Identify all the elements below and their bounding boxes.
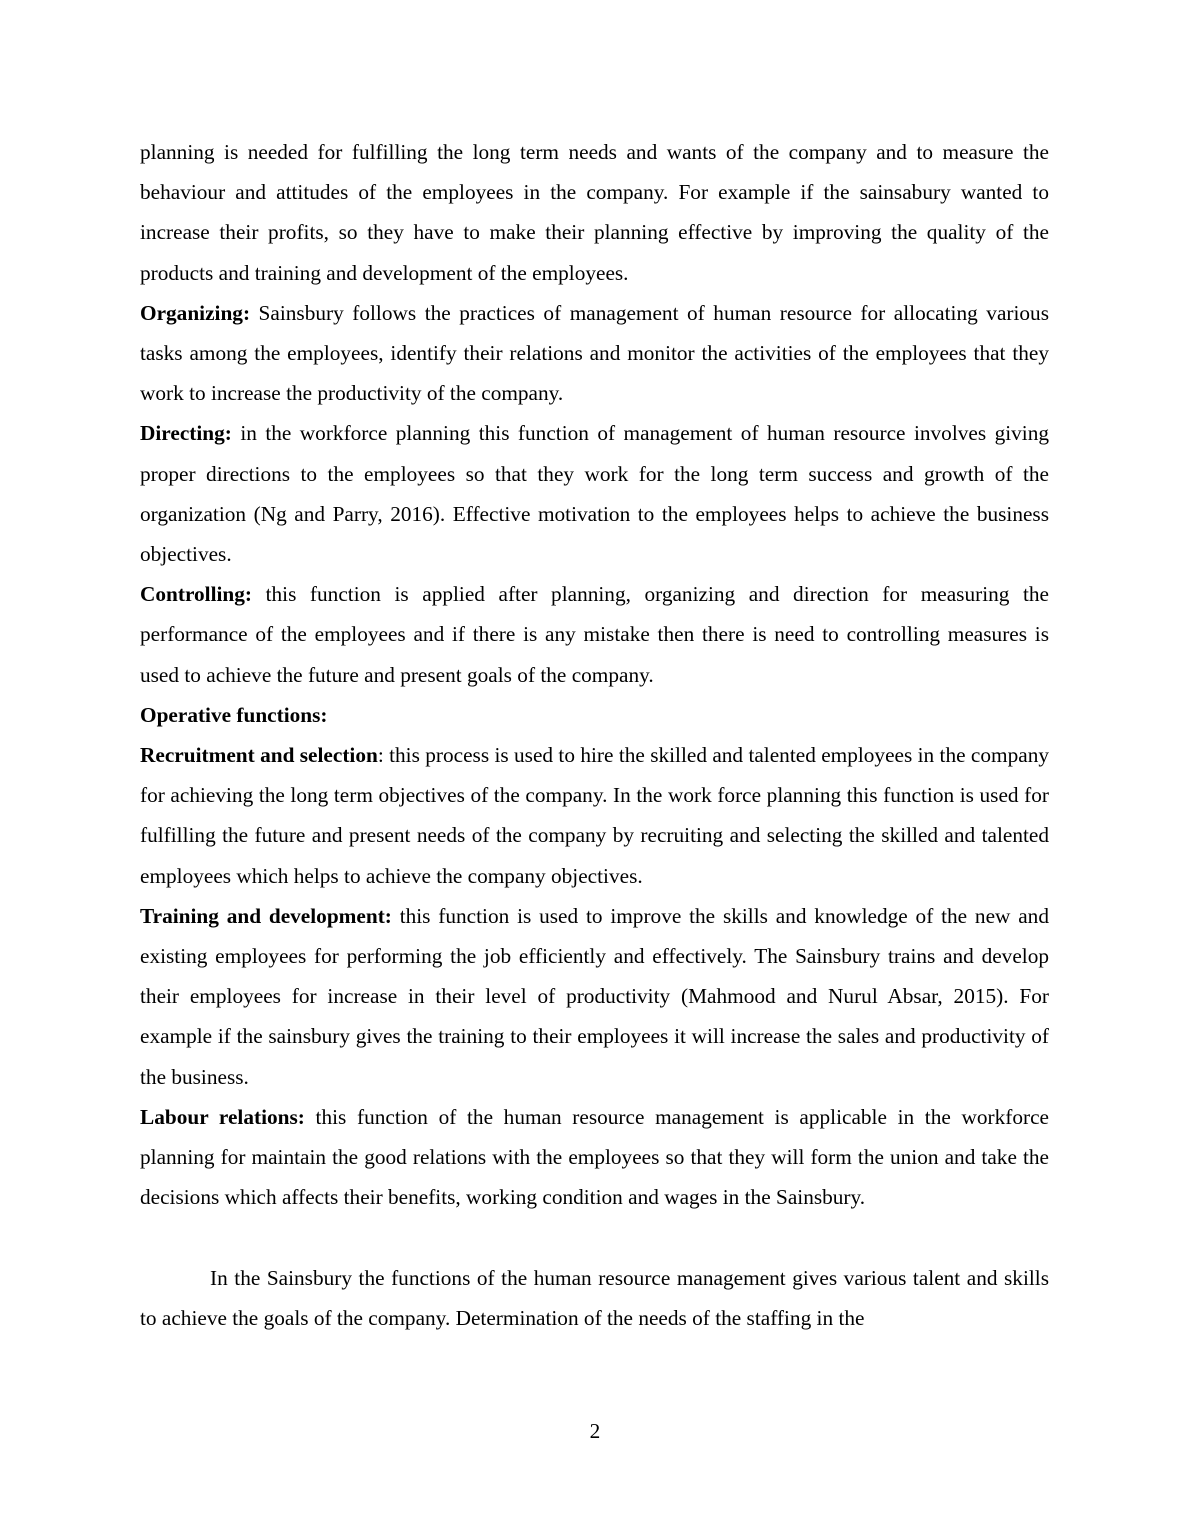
- paragraph-controlling: [140, 574, 1049, 695]
- paragraph-training: [140, 896, 1049, 1097]
- paragraph-text: planning is needed for fulfilling the long term needs and wants of the company and to measure the behaviour and attitudes of the employees in the company. For example if the sainsabury wanted to increase their profits, so they have to make their planning effective by improving the quality of the products and training and development of the employees.: [140, 140, 1049, 285]
- paragraph-text: : this process is used to hire the skilled and talented employees in the company for achieving the long term objectives of the company. In the work force planning this function is used for fulfilling the future and present needs of the company by recruiting and selecting the skilled and talented employees which helps to achieve the company objectives.: [140, 743, 1049, 888]
- paragraph-text: this function is applied after planning, organizing and direction for measuring the performance of the employees and if there is any mistake then there is need to controlling measures is used to achieve the future and present goals of the company.: [140, 582, 1049, 687]
- paragraph-closing: In the Sainsbury the functions of the human resource management gives various talent and skills to achieve the goals of the company. Determination of the needs of the staffing in the: [140, 1265, 1049, 1330]
- paragraph-directing: [140, 413, 1049, 574]
- section-heading-operative-functions: [140, 695, 1049, 735]
- paragraph-labour-relations: [140, 1097, 1049, 1218]
- body-text: [140, 132, 1049, 1338]
- paragraph-heading: Organizing:: [140, 300, 251, 325]
- paragraph-text: Sainsbury follows the practices of management of human resource for allocating various tasks among the employees, identify their relations and monitor the activities of the employees that they work to increase the productivity of the company.: [140, 300, 1049, 406]
- paragraph-text: this function of the human resource management is applicable in the workforce planning for maintain the good relations with the employees so that they will form the union and take the decisions which affects their benefits, working condition and wages in the Sainsbury.: [140, 1104, 1049, 1210]
- page-number: 2: [589, 1419, 601, 1443]
- paragraph-heading: Directing:: [140, 421, 232, 446]
- paragraph-heading: Operative functions:: [140, 702, 328, 727]
- paragraph-text: in the workforce planning this function of management of human resource involves giving proper directions to the employees so that they work for the long term success and growth of the organization (Ng and Parry, 2016). Effective motivation to the employees helps to achieve the business objectives.: [140, 421, 1049, 567]
- paragraph-heading: Labour relations:: [140, 1104, 305, 1129]
- blank-line: [140, 1217, 1049, 1257]
- paragraph-text: this function is used to improve the skills and knowledge of the new and existing employees for performing the job efficiently and effectively. The Sainsbury trains and develop their employees for increase in their level of productivity (Mahmood and Nurul Absar, 2015). For example if the sainsbury gives the training to their employees it will increase the sales and productivity of the business.: [140, 903, 1049, 1089]
- paragraph-heading: Controlling:: [140, 582, 253, 607]
- paragraph-heading: Training and development:: [140, 903, 392, 928]
- paragraph-heading: Recruitment and selection: [140, 743, 378, 768]
- paragraph-planning: [140, 132, 1049, 293]
- paragraph-recruitment: [140, 735, 1049, 896]
- paragraph-organizing: [140, 293, 1049, 414]
